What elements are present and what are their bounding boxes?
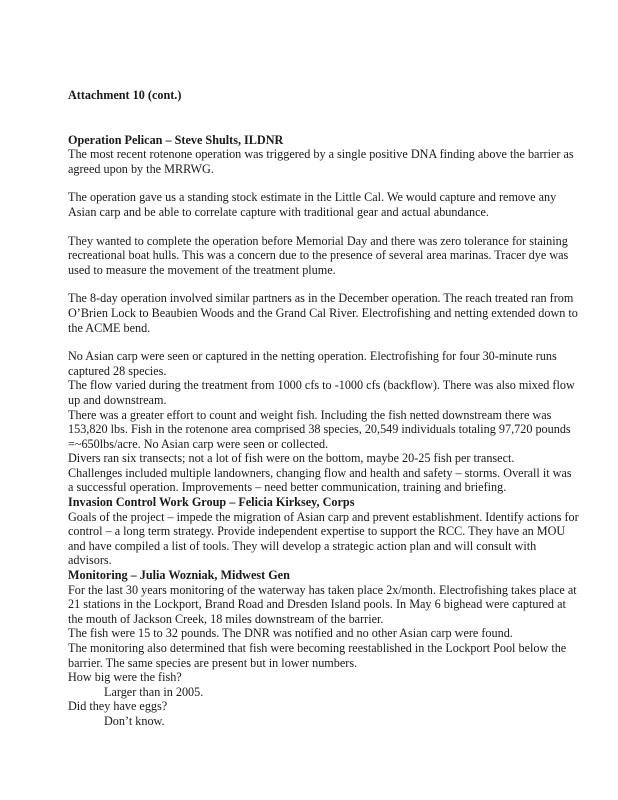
paragraph: Goals of the project – impede the migration of Asian carp and prevent establishment. Identify actions for control – a long term strategy. Provide independent expertise to support the RCC. They have an MOU and have compiled a list of tools. They will develop a strategic action plan and will consult with advisors. xyxy=(68,509,579,568)
paragraph: The fish were 15 to 32 pounds. The DNR was notified and no other Asian carp were found. xyxy=(68,626,513,641)
section-heading-operation-pelican: Operation Pelican – Steve Shults, ILDNR xyxy=(68,132,284,147)
paragraph: The monitoring also determined that fish were becoming reestablished in the Lockport Pool below the barrier. The same species are present but in lower numbers. xyxy=(68,641,567,670)
paragraph: The operation gave us a standing stock estimate in the Little Cal. We would capture and remove any Asian carp and be able to correlate capture with traditional gear and actual abundance. xyxy=(68,190,557,219)
paragraph: The 8-day operation involved similar partners as in the December operation. The reach treated ran from O’Brien Lock to Beaubien Woods and the Grand Cal River. Electrofishing and netting extended down to the ACME bend. xyxy=(68,291,578,335)
section-heading-monitoring: Monitoring – Julia Wozniak, Midwest Gen xyxy=(68,568,290,583)
paragraph: The flow varied during the treatment from 1000 cfs to -1000 cfs (backflow). There was also mixed flow up and downstream. xyxy=(68,378,575,407)
document-page xyxy=(68,88,580,729)
paragraph: No Asian carp were seen or captured in the netting operation. Electrofishing for four 30-minute runs captured 28 species. xyxy=(68,349,557,378)
paragraph: Divers ran six transects; not a lot of fish were on the bottom, maybe 20-25 fish per transect. xyxy=(68,451,515,466)
attachment-title: Attachment 10 (cont.) xyxy=(68,88,182,102)
answer: Larger than in 2005. xyxy=(104,684,204,699)
paragraph: For the last 30 years monitoring of the waterway has taken place 2x/month. Electrofishing takes place at 21 stations in the Lockport, Brand Road and Dresden Island pools. In May 6 bighead were captured at the mouth of Jackson Creek, 18 miles downstream of the barrier. xyxy=(68,582,577,626)
paragraph: The most recent rotenone operation was triggered by a single positive DNA finding above the barrier as agreed upon by the MRRWG. xyxy=(68,147,574,176)
answer: Don’t know. xyxy=(104,713,165,728)
question: Did they have eggs? xyxy=(68,699,168,714)
paragraph: They wanted to complete the operation before Memorial Day and there was zero tolerance for staining recreational boat hulls. This was a concern due to the presence of several area marinas. Tracer dye was used to measure the movement of the treatment plume. xyxy=(68,233,569,277)
paragraph: There was a greater effort to count and weight fish. Including the fish netted downstream there was 153,820 lbs. Fish in the rotenone area comprised 38 species, 20,549 individuals totaling 97,720 pounds =~650lbs/acre. No Asian carp were seen or collected. xyxy=(68,407,571,451)
paragraph: Challenges included multiple landowners, changing flow and health and safety – storms. Overall it was a successful operation. Improvements – need better communication, training and briefing. xyxy=(68,465,572,495)
section-heading-invasion-control: Invasion Control Work Group – Felicia Kirksey, Corps xyxy=(68,495,355,510)
question: How big were the fish? xyxy=(68,670,182,685)
